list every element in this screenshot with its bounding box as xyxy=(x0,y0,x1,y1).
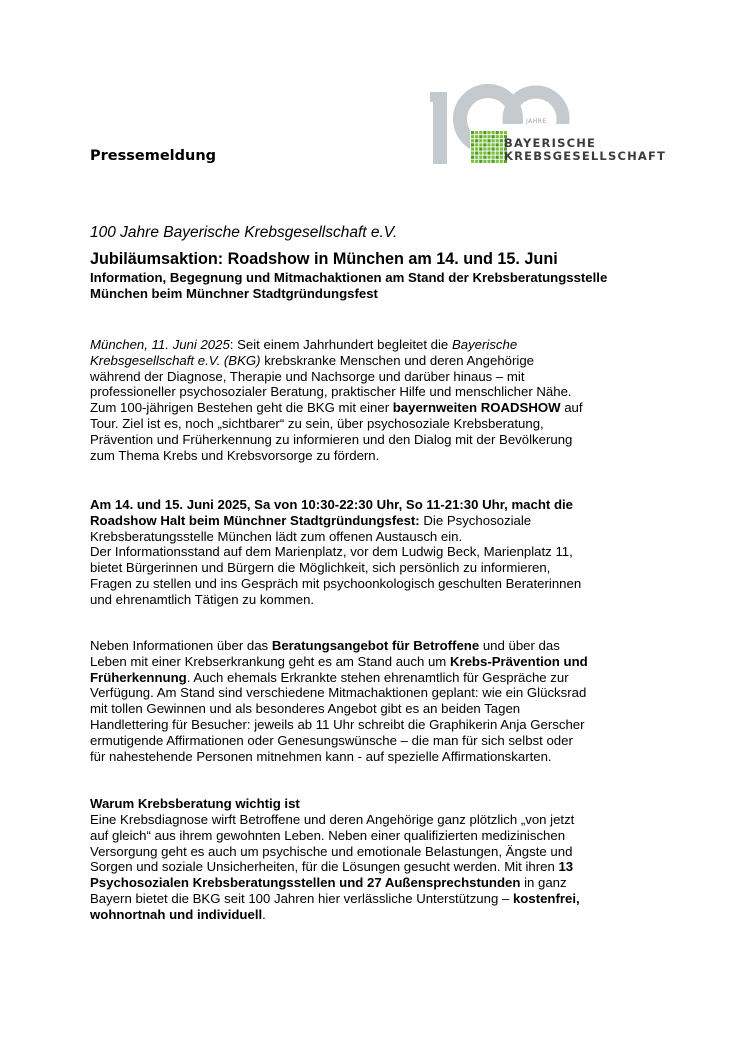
logo-line-krebsgesellschaft: KREBSGESELLSCHAFT xyxy=(504,149,667,163)
paragraph-offerings xyxy=(90,638,670,764)
text-run: Die Psychosoziale xyxy=(419,512,532,528)
text-line: Versorgung geht es auch um psychische und emotionale Belastungen, Ängste und xyxy=(90,843,573,859)
text-run: 13 xyxy=(558,859,574,875)
text-run: Roadshow Halt beim Münchner Stadtgründungsfest: xyxy=(90,512,420,528)
logo-dot xyxy=(487,131,490,134)
logo-dot xyxy=(475,156,478,159)
logo-dot xyxy=(487,152,490,155)
text-run: wohnortnah und individuell xyxy=(90,906,263,922)
text-line: Eine Krebsdiagnose wirft Betroffene und deren Angehörige ganz plötzlich „von jetzt xyxy=(90,812,575,827)
logo-dot xyxy=(483,152,486,155)
logo-dot xyxy=(492,139,495,142)
logo-dot xyxy=(471,135,474,138)
text-line: auf gleich“ aus ihrem gewohnten Leben. Neben einer qualifizierten medizinischen xyxy=(90,827,566,843)
text-line: bietet Bürgerinnen und Bürgern die Möglichkeit, sich persönlich zu informieren, xyxy=(90,560,551,576)
text-line: professioneller psychosozialer Beratung, praktischer Hilfe und menschlicher Nähe. xyxy=(90,384,572,400)
logo-dot xyxy=(479,135,482,138)
text-run: Bayern bietet die BKG seit 100 Jahren hier verlässliche Unterstützung – xyxy=(90,890,513,906)
text-run: Leben mit einer Krebserkrankung geht es am Stand auch um xyxy=(90,653,450,669)
logo-dot xyxy=(496,147,499,150)
logo-dot xyxy=(479,156,482,159)
logo-dot xyxy=(471,147,474,150)
logo-dot xyxy=(479,131,482,134)
logo-dot xyxy=(496,131,499,134)
text-line: Tour. Ziel ist es, noch „sichtbarer“ zu sein, über psychosoziale Krebsberatung, xyxy=(90,415,544,431)
logo-dot xyxy=(475,143,478,146)
logo-dot xyxy=(475,160,478,163)
logo-dot xyxy=(496,135,499,138)
logo-dot xyxy=(475,139,478,142)
logo-dot xyxy=(479,139,482,142)
logo-dot xyxy=(475,135,478,138)
logo-dot xyxy=(500,147,503,150)
logo-dot xyxy=(487,147,490,150)
text-run: Psychosozialen Krebsberatungsstellen und 27 Außensprechstunden xyxy=(90,875,521,891)
logo-dot xyxy=(479,152,482,155)
text-run: Krebsgesellschaft e.V. (BKG) xyxy=(90,352,261,368)
logo-dot xyxy=(504,131,507,134)
logo-dot xyxy=(496,143,499,146)
logo-dot xyxy=(475,131,478,134)
logo-dot xyxy=(500,135,503,138)
section-heading-why-counseling: Warum Krebsberatung wichtig ist xyxy=(90,796,300,811)
logo-dot xyxy=(483,160,486,163)
text-run: Beratungsangebot für Betroffene xyxy=(271,638,480,653)
logo-dot xyxy=(471,152,474,155)
logo-dot xyxy=(492,131,495,134)
text-run: Zum 100-jährigen Bestehen geht die BKG mit einer xyxy=(90,400,393,416)
logo-dot xyxy=(471,131,474,134)
subheadline: Information, Begegnung und Mitmachaktionen am Stand der Krebsberatungsstelle München beim Münchner Stadtgründungsfest xyxy=(90,270,608,301)
subtitle-100-jahre: 100 Jahre Bayerische Krebsgesellschaft e.V. xyxy=(90,224,398,241)
logo-dot xyxy=(475,152,478,155)
text-line: und ehrenamtlich Tätigen zu kommen. xyxy=(90,591,315,607)
text-line: für nahestehende Personen mitnehmen kann - auf spezielle Affirmationskarten. xyxy=(90,748,552,764)
logo-dot xyxy=(483,147,486,150)
text-run: in ganz xyxy=(520,875,567,891)
logo-dot xyxy=(496,156,499,159)
logo-dot xyxy=(492,160,495,163)
logo-dot xyxy=(500,152,503,155)
logo-dot xyxy=(479,147,482,150)
logo-dot xyxy=(500,139,503,142)
logo-jahre-text: JAHRE xyxy=(526,118,547,125)
text-line: Der Informationsstand auf dem Marienplatz, vor dem Ludwig Beck, Marienplatz 11, xyxy=(90,544,573,560)
text-run: kostenfrei, xyxy=(512,890,580,906)
logo-dot xyxy=(496,139,499,142)
paragraph-event-dates xyxy=(90,497,670,608)
logo-dot xyxy=(500,131,503,134)
text-line: Krebsberatungsstelle München lädt zum offenen Austausch ein. xyxy=(90,528,463,544)
logo-dot xyxy=(492,147,495,150)
text-line: ermutigende Affirmationen oder Genesungswünsche – die man für sich selbst oder xyxy=(90,732,573,748)
logo-dot xyxy=(479,143,482,146)
paragraph-why-counseling xyxy=(90,812,670,923)
logo-dot xyxy=(483,135,486,138)
text-line: Prävention und Früherkennung zu informieren und den Dialog mit der Bevölkerung xyxy=(90,431,573,447)
text-line: Verfügung. Am Stand sind verschiedene Mitmachaktionen geplant: wie ein Glücksrad xyxy=(90,685,587,701)
logo-line-bayerische: BAYERISCHE xyxy=(504,136,597,150)
dateline: München, 11. Juni 2025 xyxy=(90,337,230,352)
logo-dot xyxy=(500,143,503,146)
logo-dot xyxy=(492,156,495,159)
press-release-label: Pressemeldung xyxy=(90,148,217,164)
logo-dot xyxy=(487,156,490,159)
logo-dot xyxy=(496,160,499,163)
logo-dot xyxy=(487,143,490,146)
text-run: krebskranke Menschen und deren Angehörige xyxy=(260,352,534,368)
text-run: Sorgen und soziale Unsicherheiten, für die Lösungen gesucht werden. Mit ihren xyxy=(90,859,559,875)
logo-dot xyxy=(500,156,503,159)
headline: Jubiläumsaktion: Roadshow in München am 14. und 15. Juni xyxy=(90,250,558,268)
logo-dot xyxy=(475,147,478,150)
text-run: : Seit einem Jahrhundert begleitet die xyxy=(229,337,452,352)
text-line: Handlettering für Besucher: jeweils ab 11 Uhr schreibt die Graphikerin Anja Gerscher xyxy=(90,716,585,732)
text-run: . Auch ehemals Erkrankte stehen ehrenamtlich für Gespräche zur xyxy=(186,669,569,685)
text-line: Am 14. und 15. Juni 2025, Sa von 10:30-22:30 Uhr, So 11-21:30 Uhr, macht die xyxy=(90,497,574,512)
text-line: mit tollen Gewinnen und als besonderes Angebot gibt es an beiden Tagen xyxy=(90,701,521,717)
text-line: Fragen zu stellen und ins Gespräch mit psychoonkologisch geschulten Beraterinnen xyxy=(90,575,582,591)
logo-dot xyxy=(483,131,486,134)
text-line: während der Diagnose, Therapie und Nachsorge und darüber hinaus – mit xyxy=(90,368,525,384)
logo-dot xyxy=(487,135,490,138)
text-run: Neben Informationen über das xyxy=(90,638,272,653)
logo-dot xyxy=(483,156,486,159)
logo-dot xyxy=(492,152,495,155)
logo-dot xyxy=(471,143,474,146)
text-run: und über das xyxy=(479,638,560,653)
text-run: Krebs-Prävention und xyxy=(449,653,588,669)
logo-dot xyxy=(471,139,474,142)
logo-dot xyxy=(496,152,499,155)
logo-dot xyxy=(479,160,482,163)
logo-dot xyxy=(492,143,495,146)
text-line: zum Thema Krebs und Krebsvorsorge zu fördern. xyxy=(90,447,380,463)
logo-dot xyxy=(492,135,495,138)
text-run: . xyxy=(262,906,266,922)
logo-dot xyxy=(487,139,490,142)
bkg-100-logo xyxy=(430,84,670,164)
text-run: Bayerische xyxy=(451,337,518,352)
paragraph-intro xyxy=(90,337,670,463)
logo-dot xyxy=(500,160,503,163)
logo-dot xyxy=(487,160,490,163)
logo-dot xyxy=(483,139,486,142)
logo-dot xyxy=(483,143,486,146)
text-run: bayernweiten ROADSHOW xyxy=(392,400,561,416)
text-run: auf xyxy=(560,400,583,416)
text-run: Früherkennung xyxy=(90,669,187,685)
logo-dot xyxy=(471,160,474,163)
logo-dot xyxy=(471,156,474,159)
